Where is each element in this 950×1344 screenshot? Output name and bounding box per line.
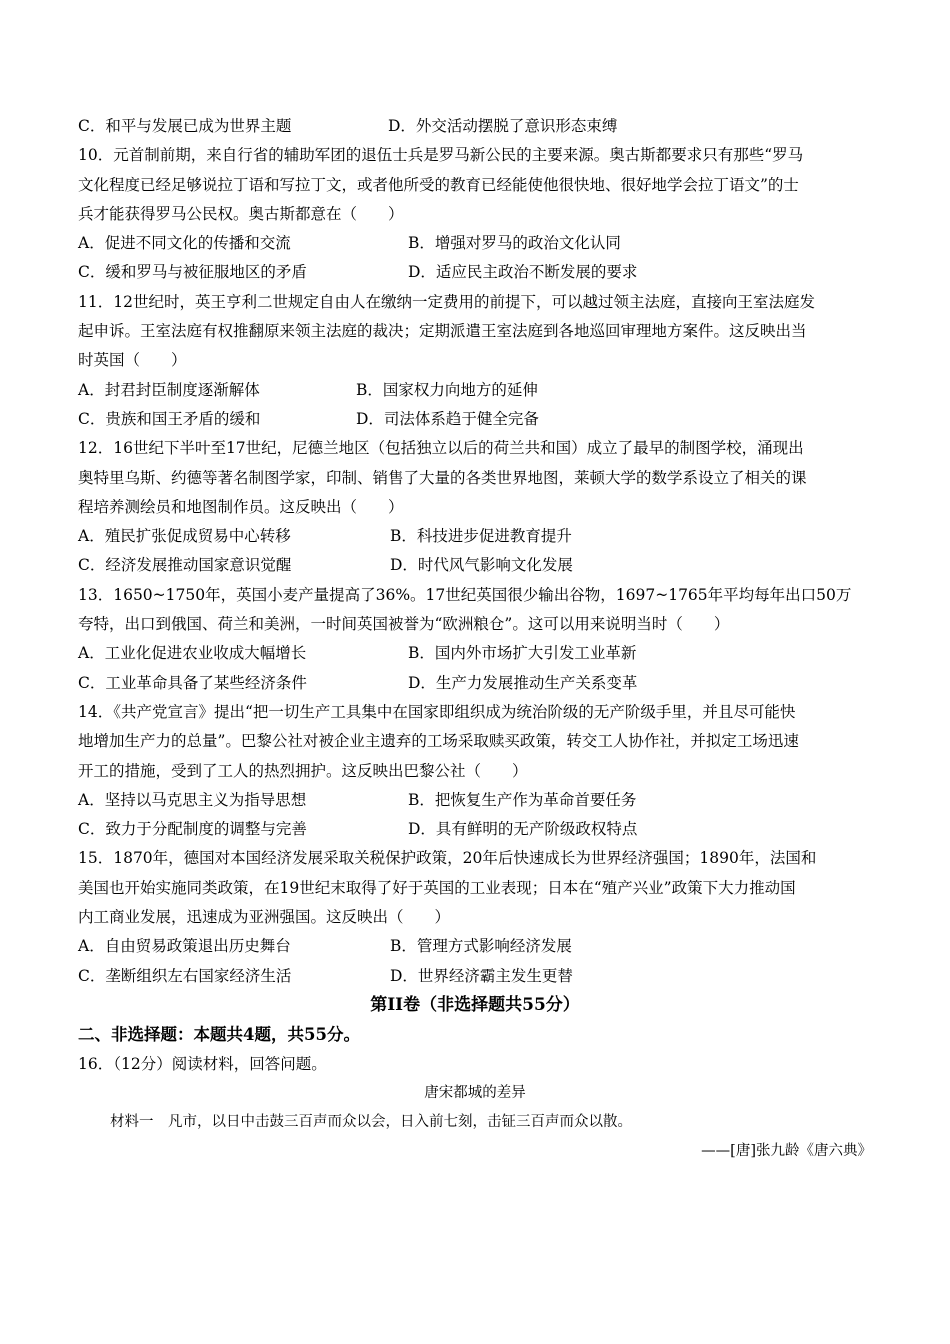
option-b: B．管理方式影响经济发展: [390, 937, 572, 956]
option-a: A．殖民扩张促成贸易中心转移: [78, 527, 291, 546]
question-13: [78, 581, 872, 698]
option-c: C．缓和罗马与被征服地区的矛盾: [78, 263, 307, 282]
q9-option-d: D．外交活动摆脱了意识形态束缚: [388, 117, 618, 135]
option-a: A．工业化促进农业收成大幅增长: [78, 644, 307, 663]
question-stem-line: 开工的措施，受到了工人的热烈拥护。这反映出巴黎公社（ ）: [78, 761, 528, 780]
exam-page: [78, 112, 872, 1167]
option-c: C．致力于分配制度的调整与完善: [78, 820, 307, 839]
part-heading: 二、非选择题：本题共4题，共55分。: [78, 1025, 360, 1045]
section-title: 第II卷（非选择题共55分）: [370, 994, 580, 1015]
question-16-stem: 16．（12分）阅读材料，回答问题。: [78, 1054, 327, 1073]
option-c: C．垄断组织左右国家经济生活: [78, 966, 292, 985]
question-stem-line: 14．《共产党宣言》提出“把一切生产工具集中在国家即组织成为统治阶级的无产阶级手里，并且尽可能快: [78, 702, 796, 721]
option-d: D．时代风气影响文化发展: [390, 556, 573, 575]
q9-options-cd: [78, 112, 872, 141]
q9-option-c: C．和平与发展已成为世界主题: [78, 117, 292, 135]
question-stem-line: 夸特，出口到俄国、荷兰和美洲，一时间英国被誉为“欧洲粮仓”。这可以用来说明当时（ ）: [78, 615, 730, 634]
options-row: [78, 932, 872, 961]
option-b: B．把恢复生产作为革命首要任务: [408, 790, 637, 809]
options-row: [78, 405, 872, 434]
option-c: C．贵族和国王矛盾的缓和: [78, 409, 261, 428]
options-row: [78, 229, 872, 258]
option-d: D．具有鲜明的无产阶级政权特点: [408, 820, 638, 839]
options-row: [78, 962, 872, 991]
question-stem-line: 奥特里乌斯、约德等著名制图学家，印制、销售了大量的各类世界地图，莱顿大学的数学系设立了相关的课: [78, 468, 807, 487]
options-row: [78, 815, 872, 844]
question-14: [78, 698, 872, 844]
question-stem-line: 11．12世纪时，英王亨利二世规定自由人在缴纳一定费用的前提下，可以越过领主法庭，直接向王室法庭发: [78, 292, 815, 311]
question-stem-line: 10．元首制前期，来自行省的辅助军团的退伍士兵是罗马新公民的主要来源。奥古斯都要求只有那些“罗马: [78, 146, 804, 165]
material-one: 材料一 凡市，以日中击鼓三百声而众以会，日入前七刻，击钲三百声而众以散。: [110, 1114, 632, 1131]
option-b: B．国内外市场扩大引发工业革新: [408, 644, 637, 663]
question-15: [78, 844, 872, 990]
option-b: B．科技进步促进教育提升: [390, 527, 572, 546]
question-stem-line: 文化程度已经足够说拉丁语和写拉丁文，或者他所受的教育已经能使他很快地、很好地学会拉丁语文”的士: [78, 175, 799, 194]
question-10: [78, 141, 872, 287]
material-source: ——[唐]张九龄《唐六典》: [701, 1143, 872, 1160]
option-a: A．坚持以马克思主义为指导思想: [78, 790, 307, 809]
question-stem-line: 起申诉。王室法庭有权推翻原来领主法庭的裁决；定期派遣王室法庭到各地巡回审理地方案件。这反映出当: [78, 322, 807, 341]
option-d: D．司法体系趋于健全完备: [356, 409, 539, 428]
question-stem-line: 内工商业发展，迅速成为亚洲强国。这反映出（ ）: [78, 908, 451, 927]
material-title: 唐宋都城的差异: [424, 1084, 526, 1101]
option-a: A．促进不同文化的传播和交流: [78, 234, 291, 253]
option-a: A．自由贸易政策退出历史舞台: [78, 937, 291, 956]
option-b: B．国家权力向地方的延伸: [356, 380, 538, 399]
options-row: [78, 258, 872, 287]
question-stem-line: 时英国（ ）: [78, 351, 187, 370]
question-stem-line: 12．16世纪下半叶至17世纪，尼德兰地区（包括独立以后的荷兰共和国）成立了最早的制图学校，涌现出: [78, 439, 804, 458]
question-stem-line: 兵才能获得罗马公民权。奥古斯都意在（ ）: [78, 204, 404, 223]
question-stem-line: 美国也开始实施同类政策，在19世纪末取得了好于英国的工业表现；日本在“殖产兴业”政策下大力推动国: [78, 878, 796, 897]
options-row: [78, 522, 872, 551]
question-12: [78, 434, 872, 580]
question-stem-line: 13．1650~1750年，英国小麦产量提高了36%。17世纪英国很少输出谷物，1697~1765年平均每年出口50万: [78, 585, 852, 604]
options-row: [78, 639, 872, 668]
option-c: C．经济发展推动国家意识觉醒: [78, 556, 292, 575]
option-c: C．工业革命具备了某些经济条件: [78, 673, 307, 692]
options-row: [78, 551, 872, 580]
options-row: [78, 376, 872, 405]
option-d: D．世界经济霸主发生更替: [390, 966, 573, 985]
option-d: D．适应民主政治不断发展的要求: [408, 263, 638, 282]
question-stem-line: 15．1870年，德国对本国经济发展采取关税保护政策，20年后快速成长为世界经济强国；1890年，法国和: [78, 849, 817, 868]
question-11: [78, 288, 872, 434]
option-b: B．增强对罗马的政治文化认同: [408, 234, 621, 253]
options-row: [78, 669, 872, 698]
option-a: A．封君封臣制度逐渐解体: [78, 380, 260, 399]
question-stem-line: 地增加生产力的总量”。巴黎公社对被企业主遗弃的工场采取赎买政策，转交工人协作社，并拟定工场迅速: [78, 732, 799, 751]
question-stem-line: 程培养测绘员和地图制作员。这反映出（ ）: [78, 497, 404, 516]
option-d: D．生产力发展推动生产关系变革: [408, 673, 638, 692]
options-row: [78, 786, 872, 815]
